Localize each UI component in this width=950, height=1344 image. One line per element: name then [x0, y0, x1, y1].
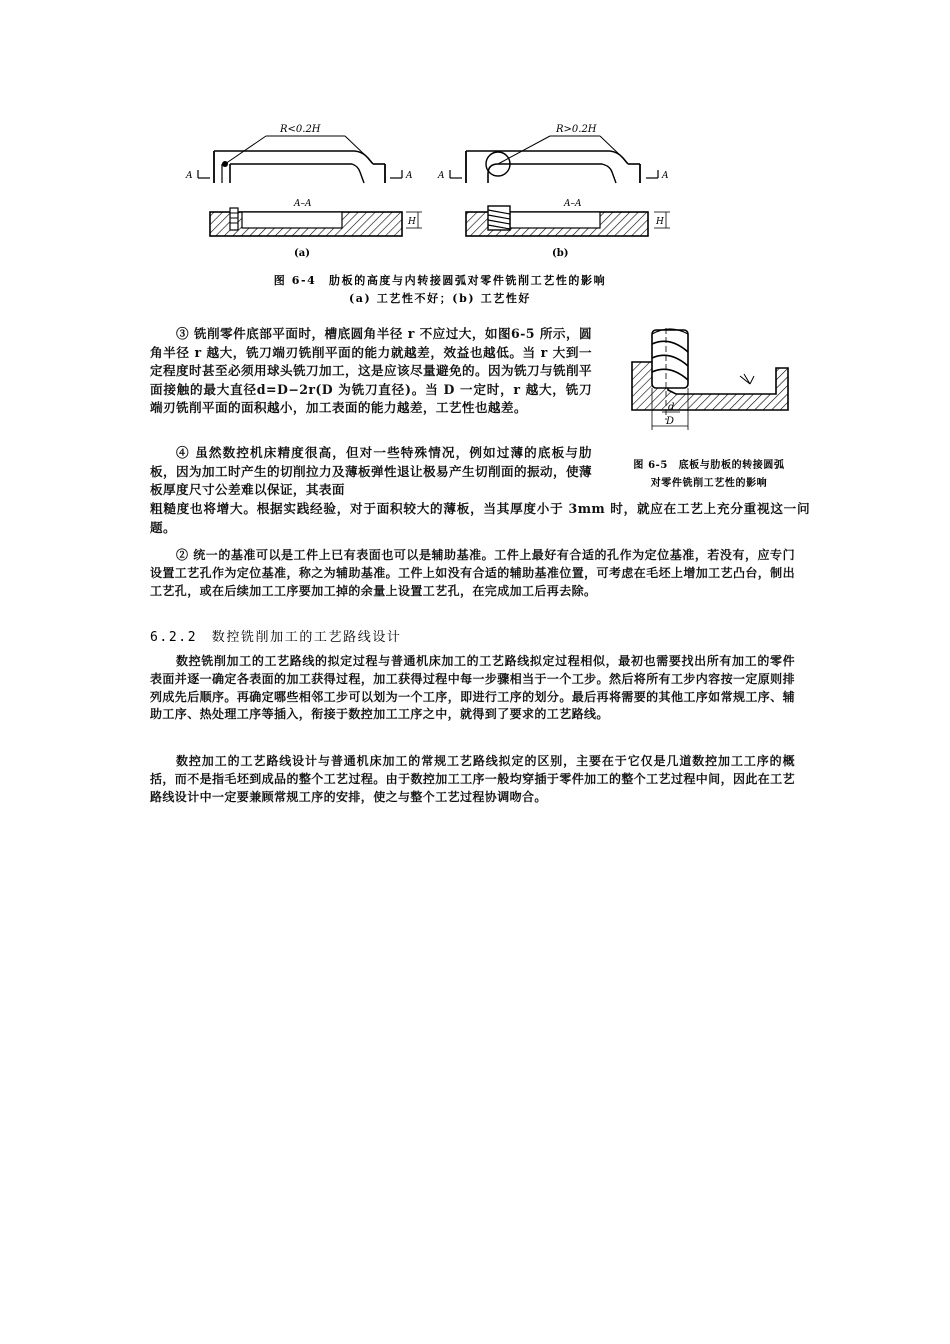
- paragraph-7: 数控加工的工艺路线设计与普通机床加工的常规工艺路线拟定的区别，主要在于它仅是几道数控加工工序的概括，而不是指毛坯到成品的整个工艺过程。由于数控加工工序一般均穿插于零件加工的整个工艺过程中间，因此在工艺路线设计中一定要兼顾常规工序的安排，使之与整个工艺过程协调吻合。: [150, 754, 795, 804]
- figure-6-5-label-D: D: [666, 416, 675, 427]
- figure-6-4-panel-a-top-view: [198, 136, 402, 183]
- figure-6-5: [628, 324, 798, 436]
- paragraph-5: ② 统一的基准可以是工件上已有表面也可以是辅助基准。工件上最好有合适的孔作为定位基准，若没有，应专门设置工艺孔作为定位基准，称之为辅助基准。工件上如没有合适的辅助基准位置，可考虑在毛坯上增加工艺凸台，制出工艺孔，或在后续加工工序要加工掉的余量上设置工艺孔，在完成加工后再去除。: [150, 548, 795, 598]
- panel-b-radius-label: R>0.2H: [556, 124, 597, 135]
- panel-b-sub-label: (b): [552, 248, 569, 259]
- figure-6-4-caption-line2: (a) 工艺性不好；(b) 工艺性好: [348, 292, 532, 305]
- figure-6-4-panel-b-section: [466, 206, 670, 236]
- figure-6-5-drawing: [632, 328, 788, 430]
- panel-a-cut-right-label: A: [406, 171, 413, 181]
- panel-a-section-label: A–A: [294, 199, 312, 209]
- figure-6-4-panel-b-top-view: [450, 136, 658, 183]
- paragraph-6: 数控铣削加工的工艺路线的拟定过程与普通机床加工的工艺路线拟定过程相似，最初也需要找出所有加工的零件表面并逐一确定各表面的加工获得过程，加工获得过程中每一步骤相当于一个工步。然后将所有工步内容按一定原则排列成先后顺序。再确定哪些相邻工步可以划为一个工序，即进行工序的划分。最后再将需要的其他工序如常规工序、辅助工序、热处理工序等插入，衔接于数控加工工序之中，就得到了要求的工艺路线。: [150, 654, 795, 722]
- panel-a-height-label: H: [408, 217, 416, 227]
- figure-6-5-label-d: d: [668, 402, 675, 413]
- paragraph-4a: ④ 虽然数控机床精度很高，但对一些特殊情况，例如过薄的底板与肋板，因为加工时产生的切削拉力及薄板弹性退让极易产生切削面的振动，使薄板厚度尺寸公差难以保证，其表面: [150, 445, 592, 498]
- section-heading: 6.2.2 数控铣削加工的工艺路线设计: [150, 630, 402, 645]
- panel-b-cut-right-label: A: [662, 171, 669, 181]
- figure-6-4-panel-a-section: [210, 208, 422, 236]
- panel-a-sub-label: (a): [294, 248, 310, 259]
- paragraph-4b: 粗糙度也将增大。根据实践经验，对于面积较大的薄板，当其厚度小于 3mm 时，就应在工艺上充分重视这一问题。: [150, 501, 810, 535]
- panel-b-section-label: A–A: [564, 199, 582, 209]
- paragraph-3: ③ 铣削零件底部平面时，槽底圆角半径 r 不应过大，如图6-5 所示，圆角半径 r 越大，铣刀端刃铣削平面的能力就越差，效益也越低。当 r 大到一定程度时甚至必须用球头铣刀加工，这是应该尽量避免的。因为铣刀与铣削平面接触的最大直径d=D−2r(D 为铣刀直径)。当 D 一定时，r 越大，铣刀端刃铣削平面的面积越小，加工表面的能力越差，工艺性也越差。: [150, 326, 592, 416]
- figure-6-5-caption-line2: 对零件铣削工艺性的影响: [650, 478, 768, 489]
- panel-a-cut-left-label: A: [186, 171, 193, 181]
- figure-6-4-caption-line1: 图 6-4 肋板的高度与内转接圆弧对零件铣削工艺性的影响: [273, 274, 607, 287]
- panel-b-height-label: H: [656, 217, 664, 227]
- panel-a-radius-label: R<0.2H: [280, 124, 321, 135]
- figure-6-5-caption-line1: 图 6-5 底板与肋板的转接圆弧: [633, 460, 785, 471]
- panel-b-cut-left-label: A: [438, 171, 445, 181]
